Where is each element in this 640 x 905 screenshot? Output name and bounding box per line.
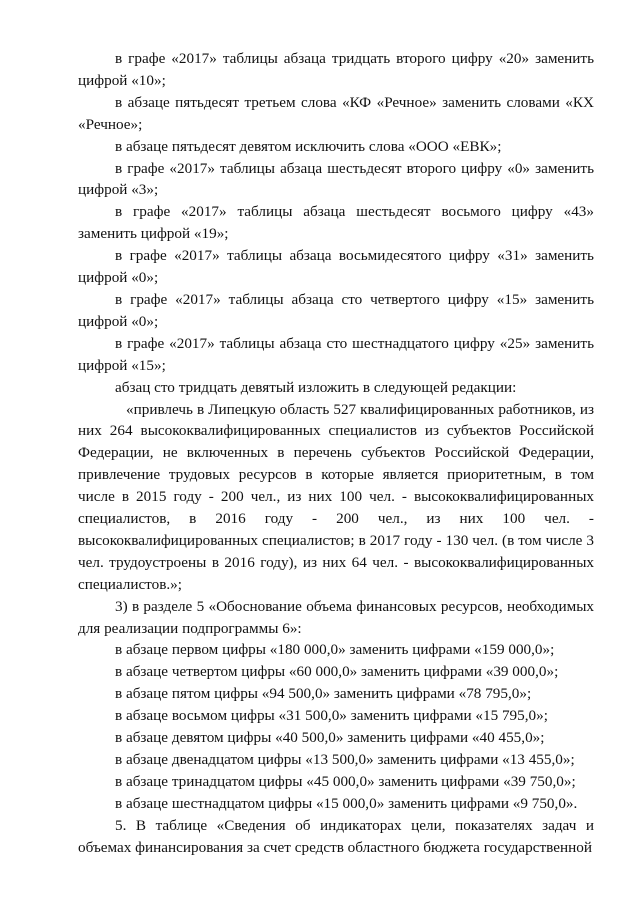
paragraph-14: в абзаце пятом цифры «94 500,0» заменить цифрами «78 795,0»; <box>115 685 532 703</box>
paragraph-1: в графе «2017» таблицы абзаца тридцать второго цифру «20» заменить цифрой «10»; <box>78 50 594 89</box>
paragraph-5: в графе «2017» таблицы абзаца шестьдесят восьмого цифру «43» заменить цифрой «19»; <box>78 203 594 243</box>
paragraph-17: в абзаце двенадцатом цифры «13 500,0» заменить цифрами «13 455,0»; <box>115 751 575 768</box>
document-page <box>78 48 594 859</box>
paragraph-16: в абзаце девятом цифры «40 500,0» заменить цифрами «40 455,0»; <box>115 729 545 747</box>
paragraph-4: в графе «2017» таблицы абзаца шестьдесят второго цифру «0» заменить цифрой «3»; <box>78 159 594 199</box>
quoted-paragraph: «привлечь в Липецкую область 527 квалифицированных работников, из них 264 высококвалифицированных специалистов из субъектов Российской Федерации, не включенных в перечень субъектов Российской Федерации, привлечение трудовых ресурсов в которые является приоритетным, в том числе в 2015 году - 200 чел., из них 100 чел. - высококвалифицированных специалистов, в 2016 году - 200 чел., из них 100 чел. - высококвалифицированных специалистов; в 2017 году - 130 чел. (в том числе 3 чел. трудоустроены в 2016 году), из них 64 чел. - высококвалифицированных специалистов.»; <box>78 400 594 593</box>
paragraph-8: в графе «2017» таблицы абзаца сто шестнадцатого цифру «25» заменить цифрой «15»; <box>78 334 594 374</box>
paragraph-2: в абзаце пятьдесят третьем слова «КФ «Речное» заменить словами «КХ «Речное»; <box>78 93 594 133</box>
paragraph-9: абзац сто тридцать девятый изложить в следующей редакции: <box>115 378 517 396</box>
paragraph-13: в абзаце четвертом цифры «60 000,0» заменить цифрами «39 000,0»; <box>115 663 559 681</box>
paragraph-7: в графе «2017» таблицы абзаца сто четвертого цифру «15» заменить цифрой «0»; <box>78 290 594 330</box>
paragraph-18: в абзаце тринадцатом цифры «45 000,0» заменить цифрами «39 750,0»; <box>115 772 576 790</box>
paragraph-3: в абзаце пятьдесят девятом исключить слова «ООО «ЕВК»; <box>115 137 502 155</box>
paragraph-20: 5. В таблице «Сведения об индикаторах цели, показателях задач и объемах финансирования за счет средств областного бюджета государственной <box>78 816 594 856</box>
paragraph-19: в абзаце шестнадцатом цифры «15 000,0» заменить цифрами «9 750,0». <box>115 794 578 812</box>
paragraph-15: в абзаце восьмом цифры «31 500,0» заменить цифрами «15 795,0»; <box>115 707 548 725</box>
paragraph-6: в графе «2017» таблицы абзаца восьмидесятого цифру «31» заменить цифрой «0»; <box>78 247 594 287</box>
paragraph-12: в абзаце первом цифры «180 000,0» заменить цифрами «159 000,0»; <box>115 641 555 659</box>
section-5-paragraph: 3) в разделе 5 «Обоснование объема финансовых ресурсов, необходимых для реализации подпрограммы 6»: <box>78 597 594 637</box>
